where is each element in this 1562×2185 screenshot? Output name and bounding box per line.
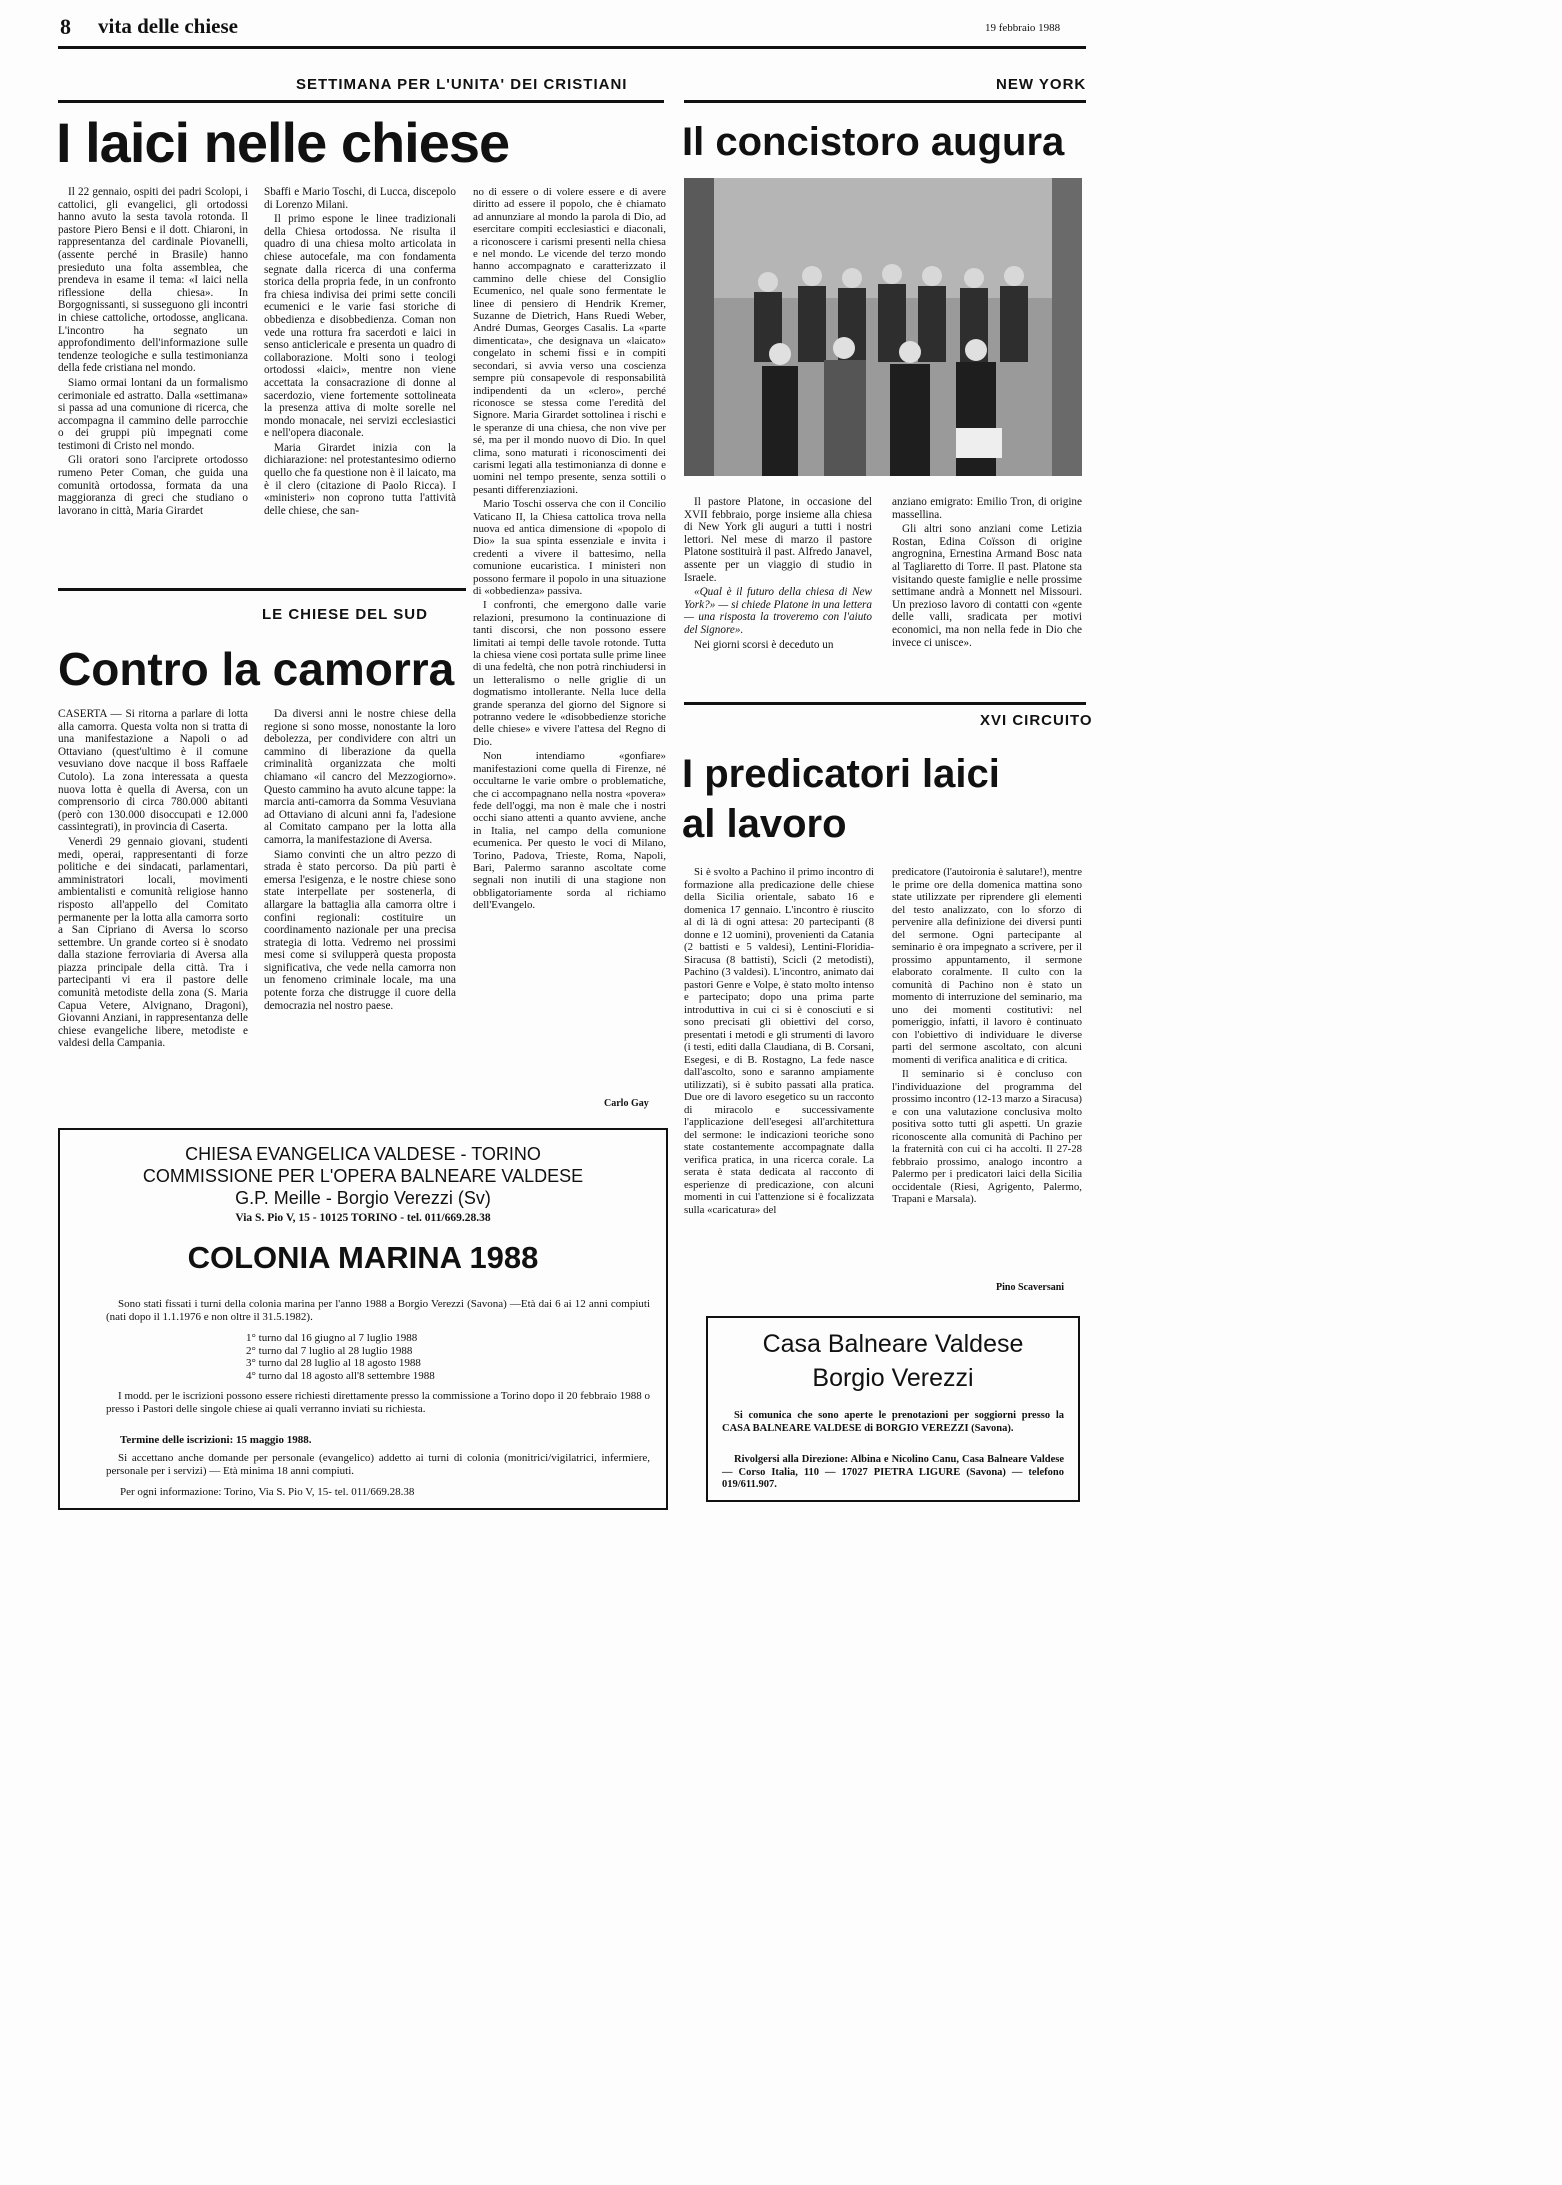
newyork-headline: Il concistoro augura xyxy=(682,120,1065,164)
laici-col-3 xyxy=(473,186,666,914)
newyork-c2-p2: Gli altri sono anziani come Letizia Rostan, Edina Coïsson di origine angrognina, Ernestina Armand Bosc nata al Tagliaretto di Torre. Il past. Platone sta visitando queste famiglie e nelle prossime settimane andrà a Monnett nel Missouri. Un prezioso lavoro di contatti con «gente delle valli, sradicata per motivi economici, ma non nella fede in Dio che invece ci unisce». xyxy=(892,523,1082,649)
colonia-title: COLONIA MARINA 1988 xyxy=(187,1240,539,1275)
camorra-c1-p1: CASERTA — Si ritorna a parlare di lotta alla camorra. Questa volta non si tratta di una manifestazione a Napoli o ad Ottaviano (quest'ultimo è il comune vesuviano dove nacque il boss Raffaele Cutolo). La zona interessata a questa nuova lotta è quella di Aversa, con un comprensorio di circa 780.000 abitanti (però con 130.000 disoccupati e 12.000 cassintegrati), in provincia di Caserta. xyxy=(58,708,248,834)
newyork-col-2 xyxy=(892,496,1082,651)
predicatori-c1-p1: Si è svolto a Pachino il primo incontro di formazione alla predicazione delle chiese della Sicilia orientale, sabato 16 e domenica 17 gennaio. L'incontro è riuscito al di là di ogni attesa: 20 partecipanti (8 donne e 12 uomini), provenienti da Catania (2 battisti e 5 valdesi), Lentini-Floridia-Siracusa (8 battisti), Scicli (2 metodisti), Pachino (3 valdesi). L'incontro, animato dai pastori Genre e Volpe, è stato molto intenso e partecipato; dopo una prima parte introduttiva in cui ci si è conosciuti e si sono precisati gli obiettivi del corso, presentati i metodi e gli strumenti di lavoro (i testi, editi dalla Claudiana, di B. Corsani, Esegesi, e di B. Rostagno, La fede nasce dall'ascolto, sono e saranno ampiamente utilizzati), si è subito passati alla pratica. Due ore di lavoro esegetico su un racconto di miracolo e successivamente l'applicazione dell'esegesi all'architettura del sermone: le indicazioni teoriche sono state costantemente accompagnate dalla verifica pratica, in una ricerca corale. La serata è stata dedicata al racconto di esperienze di predicazione, con alcuni momenti in cui l'attenzione si è focalizzata sulla «caricatura» del xyxy=(684,866,874,1216)
colonia-line-3: G.P. Meille - Borgio Verezzi (Sv) xyxy=(235,1188,491,1208)
colonia-turn-4: 4° turno dal 18 agosto all'8 settembre 1988 xyxy=(246,1369,435,1382)
predicatori-c2-p2: Il seminario si è concluso con l'individuazione del programma del prossimo incontro (12-13 marzo a Siracusa) e con una valutazione conclusiva molto positiva sotto tutti gli aspetti. Un grazie riconoscente alla comunità di Pachino per la fraternità con cui ci ha accolti. Il 27-28 febbraio prossimo, analogo incontro a Palermo per i predicatori laici della Sicilia occidentale (Riesi, Agrigento, Palermo, Trapani e Marsala). xyxy=(892,1068,1082,1205)
laici-c2-p3: Maria Girardet inizia con la dichiarazione: nel protestantesimo odierno quello che fa questione non è il laicato, ma è il clero (citazione di Paolo Ricca). I «ministeri» non coprono tutta l'attività delle chiese, che san- xyxy=(264,441,456,517)
laici-col-1 xyxy=(58,186,248,519)
colonia-line-1: CHIESA EVANGELICA VALDESE - TORINO xyxy=(185,1144,541,1164)
colonia-turn-3: 3° turno dal 28 luglio al 18 agosto 1988 xyxy=(246,1357,421,1369)
colonia-para-2: Si accettano anche domande per personale (evangelico) addetto ai turni di colonia (monitrici/vigilatrici, infermiere, personale per i servizi) — Età minima 18 anni compiuti. xyxy=(106,1452,650,1477)
newyork-c1-p1: Il pastore Platone, in occasione del XVII febbraio, porge insieme alla chiesa di New York gli auguri a tutti i nostri lettori. Nel mese di marzo il pastore Platone sostituirà il past. Alfredo Janavel, assente per un viaggio di studio in Israele. xyxy=(684,496,872,584)
camorra-c1-p2: Venerdì 29 gennaio giovani, studenti medi, operai, rappresentanti di forze politiche e dei sindacati, parlamentari, amministratori locali, movimenti ambientalisti e comunità religiose hanno risposto all'appello del Comitato permanente per la lotta alla camorra sorto a San Cipriano di Aversa lo scorso settembre. Un grande corteo si è snodato dalla stazione ferroviaria di Aversa alla piazza principale della città. Tra i partecipanti vi era il pastore delle comunità metodiste della zona (S. Maria Capua Vetere, Alvignano, Dragoni), Giovanni Anziani, in rappresentanza delle chiese evangeliche libere, metodiste e valdesi della Campania. xyxy=(58,835,248,1050)
colonia-turns xyxy=(246,1332,606,1382)
camorra-headline: Contro la camorra xyxy=(58,643,455,695)
laici-c2-p2: Il primo espone le linee tradizionali della Chiesa ortodossa. Ne risulta il quadro di una chiesa molto articolata in chiese autocefale, ma con fondamenta segnate dalla ricerca di una conferma storica della propria fede, in un confronto fra chiesa indivisa dei primi sette concili ecumenici e le varie fasi storiche di obbedienza e disobbedienza. Coman non vede una rottura fra sacerdoti e laici in senso anticlericale e presenta un quadro di collaborazione. Molti sono i teologi ortodossi «laici», mentre non viene accettata la consacrazione di donne al sacerdozio, viene fortemente sottolineata la presenza attiva di molte sorelle nel mondo monacale, nei servizi ecclesiastici e nell'opera diaconale. xyxy=(264,213,456,440)
predicatori-top-rule xyxy=(684,702,1086,705)
predicatori-headline-2: al lavoro xyxy=(682,802,847,846)
laici-headline: I laici nelle chiese xyxy=(56,111,510,174)
laici-c1-p1: Il 22 gennaio, ospiti dei padri Scolopi, i cattolici, gli evangelici, gli ortodossi hanno avuto la sesta tavola rotonda. Il pastore Piero Bensi e il dott. Chiaroni, in rappresentanza del cardinale Piovanelli, (assente perché in Brasile) hanno presieduto una folta assemblea, che prendeva in esame il tema: «I laici nella riflessione della chiesa». In Borgognissanti, si susseguono gli incontri in chiese cattoliche, ortodosse, anglicana. L'incontro ha segnato un approfondimento dell'informazione sulle tendenze teologiche e sulla testimonianza della fede cristiana nel mondo. xyxy=(58,186,248,375)
casa-para-1: Si comunica che sono aperte le prenotazioni per soggiorni presso la CASA BALNEARE VALDESE di BORGIO VEREZZI (Savona). xyxy=(722,1410,1064,1434)
newyork-col-1 xyxy=(684,496,872,653)
laici-c3-p2: Mario Toschi osserva che con il Concilio Vaticano II, la Chiesa cattolica trova nella nuova ed antica dimensione di «popolo di Dio» la sua spinta essenziale e invita i credenti a vivere il battesimo, nella comunione eucaristica. I ministeri non possono fermare il popolo in una situazione di «obbedienza» passiva. xyxy=(473,498,666,597)
newyork-c2-p1: anziano emigrato: Emilio Tron, di origine massellina. xyxy=(892,496,1082,521)
laici-c1-p2: Siamo ormai lontani da un formalismo cerimoniale ed astratto. Dalla «settimana» si passa ad una comunione di ricerca, che accompagna il cammino delle parrocchie o dei gruppi più impegnati come testimoni di Cristo nel mondo. xyxy=(58,376,248,452)
section-title: vita delle chiese xyxy=(98,14,238,38)
colonia-address: Via S. Pio V, 15 - 10125 TORINO - tel. 011/669.28.38 xyxy=(235,1212,491,1224)
group-photo xyxy=(684,178,1082,476)
newyork-kicker-rule xyxy=(684,100,1086,103)
page-number: 8 xyxy=(60,14,71,39)
laici-col-2 xyxy=(264,186,456,519)
camorra-col-1 xyxy=(58,708,248,1052)
predicatori-col-1 xyxy=(684,866,874,1218)
colonia-line-2: COMMISSIONE PER L'OPERA BALNEARE VALDESE xyxy=(142,1166,584,1186)
predicatori-kicker: XVI CIRCUITO xyxy=(980,712,1093,729)
casa-title-1: Casa Balneare Valdese xyxy=(762,1330,1024,1358)
casa-ad xyxy=(706,1316,1080,1502)
colonia-turn-1: 1° turno dal 16 giugno al 7 luglio 1988 xyxy=(246,1332,418,1344)
newyork-c1-p3: Nei giorni scorsi è deceduto un xyxy=(694,638,834,651)
predicatori-signature: Pino Scaversani xyxy=(996,1282,1065,1293)
predicatori-c2-p1: predicatore (l'autoironia è salutare!), mentre le prime ore della domenica mattina sono state utilizzate per riprendere gli elementi del testo analizzato, con lo sforzo di pervenire alla definizione dei diversi punti del sermone. Ogni partecipante al seminario è ora impegnato a scrivere, per il prossimo appuntamento, il sermone elaborato coralmente. Il culto con la comunità di Pachino non è stato un momento di interruzione del seminario, ma uno dei momenti costitutivi: nel pomeriggio, infatti, il lavoro è continuato con l'obiettivo di individuare le diverse parti del sermone ascoltato, con alcuni momenti di verifica analitica e di critica. xyxy=(892,866,1082,1066)
predicatori-headline-1: I predicatori laici xyxy=(682,752,1000,796)
laici-c3-p1: no di essere o di volere essere e di avere diritto ad essere il popolo, che è chiamato ad annunziare al mondo la parola di Dio, ad esercitare compiti ecclesiastici e diaconali, a riconoscere i carismi presenti nella chiesa e nel mondo. Le vicende del terzo mondo hanno accompagnato e caratterizzato il cammino delle chiese del Consiglio Ecumenico, nel quale sono fermentate le linee di pensiero di Hendrik Kremer, Suzanne de Dietrich, Hans Ruedi Weber, André Dumas, Georges Casalis. La «parte dimenticata», che designava un «laicato» congelato in schemi fissi e in compiti secondari, si avvia verso una coscienza sempre più consapevole di responsabilità indipendenti da un «clero», perché riconosce se stessa come l'eredità del Signore. Maria Girardet sottolinea i rischi e le speranze di una chiesa, che non vive per sé, ma per il mondo nuovo di Dio. In quel clima, sono maturati i riconoscimenti dei carismi legati alla testimonianza di donne e uomini nel tempo presente, senza sottili o pesanti differenziazioni. xyxy=(473,186,666,496)
camorra-c2-p2: Siamo convinti che un altro pezzo di strada è stato percorso. Da più parti è emersa l'esigenza, e le nostre chiese sono state interpellate per sostenerla, di allargare la battaglia alla camorra oltre i confini regionali: costituire un coordinamento nazionale per una precisa strategia di lotta. Vedremo nei prossimi mesi come si svilupperà questa proposta significativa, che vede nella camorra non un fenomeno criminale locale, ma una potente forza che distrugge il cuore della democrazia nel nostro paese. xyxy=(264,848,456,1012)
laici-c2-p1: Sbaffi e Mario Toschi, di Lucca, discepolo di Lorenzo Milani. xyxy=(264,186,456,211)
laici-c3-p4: Non intendiamo «gonfiare» manifestazioni come quella di Firenze, né occultarne le varie ombre o problematiche, che ci accompagnano nella nostra «povera» fede dell'oggi, ma non è male che i nostri occhi siano attenti a quanto avviene, anche in Italia, nel campo della comunione ecumenica. Per questo le voci di Milano, Torino, Padova, Trieste, Roma, Napoli, Bari, Palermo saranno ascoltate come segnali non inutili di una stagione non obbligatoriamente sorda al richiamo dell'Evangelo. xyxy=(473,750,666,912)
header-rule xyxy=(58,46,1086,49)
newyork-c1-p2: «Qual è il futuro della chiesa di New York?» — si chiede Platone in una lettera — una risposta la troveremo con l'aiuto del Signore». xyxy=(684,586,872,636)
camorra-kicker: LE CHIESE DEL SUD xyxy=(262,606,428,623)
colonia-intro: Sono stati fissati i turni della colonia marina per l'anno 1988 a Borgio Verezzi (Savona) —Età dai 6 ai 12 anni compiuti (nati dopo il 1.1.1976 e non oltre il 31.5.1982). xyxy=(106,1298,650,1323)
colonia-info: Per ogni informazione: Torino, Via S. Pio V, 15- tel. 011/669.28.38 xyxy=(120,1486,415,1498)
newyork-kicker: NEW YORK xyxy=(996,76,1087,93)
colonia-para-1: I modd. per le iscrizioni possono essere richiesti direttamente presso la commissione a Torino dopo il 20 febbraio 1988 o presso i Pastori delle singole chiese ai quali verranno inviati su richiesta. xyxy=(106,1390,650,1415)
casa-para-2: Rivolgersi alla Direzione: Albina e Nicolino Canu, Casa Balneare Valdese — Corso Italia, 110 — 17027 PIETRA LIGURE (Savona) — telefono 019/611.907. xyxy=(722,1454,1064,1490)
laici-kicker: SETTIMANA PER L'UNITA' DEI CRISTIANI xyxy=(296,76,628,93)
camorra-top-rule xyxy=(58,588,466,591)
laici-c1-p3: Gli oratori sono l'arciprete ortodosso rumeno Peter Coman, che guida una comunità ortodossa, formata da una maggioranza di greci che studiano o lavorano in città, Maria Girardet xyxy=(58,454,248,517)
laici-signature: Carlo Gay xyxy=(604,1098,649,1109)
issue-date: 19 febbraio 1988 xyxy=(985,22,1061,34)
laici-kicker-rule xyxy=(58,100,664,103)
predicatori-col-2 xyxy=(892,866,1082,1208)
camorra-c2-p1: Da diversi anni le nostre chiese della regione si sono mosse, nonostante la loro debolezza, per condividere con altri un cammino di liberazione da quella criminalità organizzata che molti chiamano «il cancro del Mezzogiorno». Questo cammino ha avuto alcune tappe: la marcia anti-camorra da Somma Vesuviana ad Ottaviano di alcuni anni fa, l'adesione al Comitato campano per la lotta alla camorra, la manifestazione di Aversa. xyxy=(264,708,456,846)
group-photo-image xyxy=(684,178,1082,476)
colonia-deadline: Termine delle iscrizioni: 15 maggio 1988. xyxy=(120,1434,312,1446)
casa-title-2: Borgio Verezzi xyxy=(812,1364,974,1392)
colonia-turn-2: 2° turno dal 7 luglio al 28 luglio 1988 xyxy=(246,1344,413,1357)
laici-c3-p3: I confronti, che emergono dalle varie relazioni, presumono la continuazione di tanti discorsi, che non possono essere limitati ai tempi delle tavole rotonde. Tutta la chiesa viene così portata sulle prime linee di una fedeltà, che non potrà rinchiudersi in un letteralismo o nelle griglie di un dogmatismo intollerante. Nella luce della grande speranza del giorno del Signore si potranno vedere le «disobbedienze storiche delle chiese» e vivere l'attesa del Regno di Dio. xyxy=(473,599,666,748)
colonia-ad xyxy=(58,1128,668,1510)
camorra-col-2 xyxy=(264,708,456,1014)
